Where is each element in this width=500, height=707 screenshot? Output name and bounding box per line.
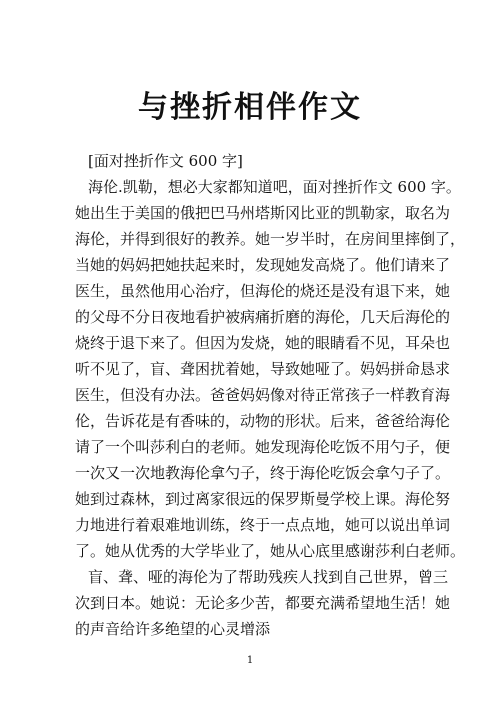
body-line: 伦，告诉花是有香味的，动物的形状。后来，爸爸给海伦 xyxy=(75,412,451,430)
body-line: 一次又一次地教海伦拿勺子，终于海伦吃饭会拿勺子了。 xyxy=(75,464,451,482)
body-line: 医生，但没有办法。爸爸妈妈像对待正常孩子一样教育海 xyxy=(75,386,451,404)
body-line: 她出生于美国的俄把巴马州塔斯冈比亚的凯勒家，取名为 xyxy=(75,204,451,222)
body-line: 海伦，并得到很好的教养。她一岁半时，在房间里摔倒了， xyxy=(75,230,466,248)
body-line: 了。她从优秀的大学毕业了，她从心底里感谢莎利白老师。 xyxy=(75,542,466,560)
body-line: 她到过森林，到过离家很远的保罗斯曼学校上课。海伦努 xyxy=(75,490,451,508)
body-line: 听不见了，盲、聋困扰着她，导致她哑了。妈妈拼命恳求 xyxy=(75,360,451,378)
body-line: 海伦.凯勒，想必大家都知道吧，面对挫折作文 600 字。 xyxy=(88,178,461,196)
body-line: 力地进行着艰难地训练，终于一点点地，她可以说出单词 xyxy=(75,516,451,534)
body-line: 次到日本。她说：无论多少苦，都要充满希望地生活！她 xyxy=(75,594,451,612)
body-line: 盲、聋、哑的海伦为了帮助残疾人找到自己世界，曾三 xyxy=(88,568,449,586)
body-line: 的声音给许多绝望的心灵增添 xyxy=(75,620,271,638)
document-title: 与挫折相伴作文 xyxy=(138,90,362,125)
page-number: 1 xyxy=(246,655,254,666)
body-line: 烧终于退下来了。但因为发烧，她的眼睛看不见，耳朵也 xyxy=(75,334,451,352)
document-subtitle: [面对挫折作文 600 字] xyxy=(88,152,243,170)
body-line: 请了一个叫莎利白的老师。她发现海伦吃饭不用勺子，便 xyxy=(75,438,451,456)
body-line: 当她的妈妈把她扶起来时，发现她发高烧了。他们请来了 xyxy=(75,256,451,274)
body-line: 的父母不分日夜地看护被病痛折磨的海伦，几天后海伦的 xyxy=(75,308,451,326)
body-line: 医生，虽然他用心治疗，但海伦的烧还是没有退下来，她 xyxy=(75,282,451,300)
